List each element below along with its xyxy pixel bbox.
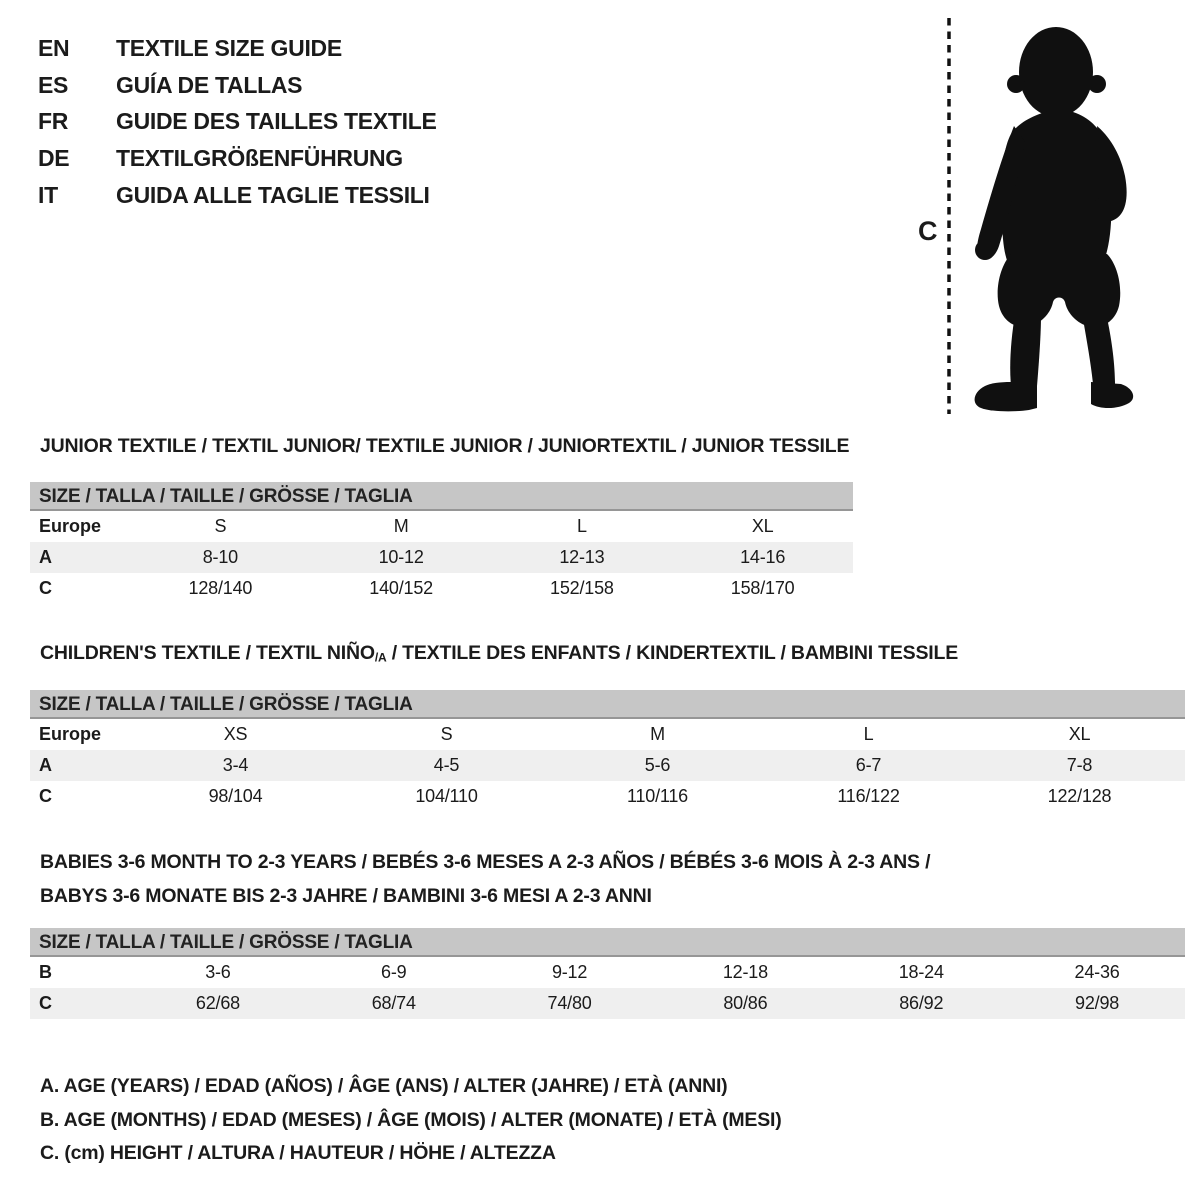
- row-label: A: [39, 547, 52, 567]
- babies-row-height: [30, 988, 1185, 1019]
- toddler-silhouette: [915, 14, 1155, 424]
- row-label: C: [39, 578, 52, 598]
- babies-title-line2: BABYS 3-6 MONATE BIS 2-3 JAHRE / BAMBINI 3-6 MESI A 2-3 ANNI: [40, 885, 652, 907]
- babies-size-header-bar: SIZE / TALLA / TAILLE / GRÖSSE / TAGLIA: [30, 928, 1185, 957]
- toddler-shape: [975, 27, 1134, 411]
- language-title-es: GUÍA DE TALLAS: [116, 71, 303, 98]
- age-cell: 12-13: [559, 547, 605, 567]
- row-label: Europe: [39, 724, 102, 744]
- language-row-en: [38, 30, 437, 67]
- language-code-en: EN: [38, 34, 70, 61]
- children-size-table: [30, 690, 1185, 812]
- language-row-it: [38, 177, 437, 214]
- children-row-age: [30, 750, 1185, 781]
- height-cell: 74/80: [547, 993, 592, 1013]
- footnotes-block: [40, 1070, 782, 1171]
- language-title-fr: GUIDE DES TAILLES TEXTILE: [116, 108, 437, 135]
- junior-row-europe: [30, 511, 853, 542]
- size-cell: XS: [223, 724, 248, 744]
- children-row-europe: [30, 719, 1185, 750]
- row-label: B: [39, 962, 52, 982]
- height-cell: 104/110: [415, 786, 478, 806]
- height-cell: 110/116: [627, 786, 688, 806]
- junior-section-title: JUNIOR TEXTILE / TEXTIL JUNIOR/ TEXTILE JUNIOR / JUNIORTEXTIL / JUNIOR TESSILE: [40, 435, 850, 457]
- months-cell: 18-24: [898, 962, 944, 982]
- language-title-block: [38, 30, 437, 214]
- age-cell: 8-10: [202, 547, 238, 567]
- row-label: A: [39, 755, 52, 775]
- height-cell: 80/86: [723, 993, 768, 1013]
- language-code-de: DE: [38, 145, 70, 172]
- height-measure-label: C: [918, 216, 938, 246]
- language-code-it: IT: [38, 182, 58, 209]
- size-cell: M: [393, 516, 409, 536]
- children-title-text: CHILDREN'S TEXTILE / TEXTIL NIÑO: [40, 642, 375, 664]
- size-cell: L: [863, 724, 874, 744]
- size-cell: S: [214, 516, 227, 536]
- language-row-de: [38, 140, 437, 177]
- language-code-fr: FR: [38, 108, 69, 135]
- junior-size-header-bar: SIZE / TALLA / TAILLE / GRÖSSE / TAGLIA: [30, 482, 853, 511]
- babies-section-title: [40, 845, 930, 913]
- junior-row-height: [30, 573, 853, 604]
- footnote-a: A. AGE (YEARS) / EDAD (AÑOS) / ÂGE (ANS) / ALTER (JAHRE) / ETÀ (ANNI): [40, 1075, 728, 1097]
- months-cell: 6-9: [381, 962, 407, 982]
- height-cell: 98/104: [208, 786, 263, 806]
- row-label: C: [39, 786, 52, 806]
- row-label: C: [39, 993, 52, 1013]
- months-cell: 12-18: [722, 962, 768, 982]
- junior-row-age: [30, 542, 853, 573]
- age-cell: 14-16: [740, 547, 786, 567]
- children-size-header-bar: SIZE / TALLA / TAILLE / GRÖSSE / TAGLIA: [30, 690, 1185, 719]
- height-cell: 116/122: [837, 786, 900, 806]
- age-cell: 5-6: [644, 755, 671, 775]
- language-row-fr: [38, 104, 437, 141]
- age-cell: 6-7: [855, 755, 882, 775]
- height-cell: 122/128: [1047, 786, 1112, 806]
- age-cell: 4-5: [433, 755, 460, 775]
- height-cell: 62/68: [195, 993, 240, 1013]
- height-cell: 68/74: [371, 993, 416, 1013]
- footnote-c: C. (cm) HEIGHT / ALTURA / HAUTEUR / HÖHE / ALTEZZA: [40, 1142, 556, 1164]
- size-cell: XL: [1068, 724, 1091, 744]
- junior-size-table: [30, 482, 853, 604]
- age-cell: 7-8: [1066, 755, 1093, 775]
- height-cell: 86/92: [899, 993, 944, 1013]
- language-title-en: TEXTILE SIZE GUIDE: [116, 34, 342, 61]
- babies-row-months: [30, 957, 1185, 988]
- children-title-text-2: / TEXTILE DES ENFANTS / KINDERTEXTIL / BAMBINI TESSILE: [386, 642, 959, 664]
- language-title-it: GUIDA ALLE TAGLIE TESSILI: [116, 182, 430, 209]
- height-cell: 92/98: [1075, 993, 1120, 1013]
- age-cell: 10-12: [378, 547, 424, 567]
- age-cell: 3-4: [222, 755, 249, 775]
- children-title-subscript: /A: [374, 650, 387, 665]
- size-cell: S: [440, 724, 453, 744]
- babies-size-table: [30, 928, 1185, 1019]
- children-row-height: [30, 781, 1185, 812]
- height-cell: 140/152: [369, 578, 433, 598]
- size-cell: L: [576, 516, 587, 536]
- language-code-es: ES: [38, 71, 69, 98]
- language-title-de: TEXTILGRÖßENFÜHRUNG: [116, 145, 403, 172]
- size-cell: XL: [751, 516, 774, 536]
- months-cell: 9-12: [551, 962, 588, 982]
- size-cell: M: [650, 724, 665, 744]
- height-cell: 152/158: [550, 578, 614, 598]
- language-row-es: [38, 67, 437, 104]
- children-section-title: [40, 642, 958, 665]
- row-label: Europe: [39, 516, 102, 536]
- height-cell: 128/140: [188, 578, 253, 598]
- height-cell: 158/170: [730, 578, 795, 598]
- babies-title-line1: BABIES 3-6 MONTH TO 2-3 YEARS / BEBÉS 3-6 MESES A 2-3 AÑOS / BÉBÉS 3-6 MOIS À 2-3 ANS /: [40, 851, 931, 873]
- footnote-b: B. AGE (MONTHS) / EDAD (MESES) / ÂGE (MOIS) / ALTER (MONATE) / ETÀ (MESI): [40, 1108, 782, 1131]
- months-cell: 24-36: [1074, 962, 1120, 982]
- months-cell: 3-6: [205, 962, 231, 982]
